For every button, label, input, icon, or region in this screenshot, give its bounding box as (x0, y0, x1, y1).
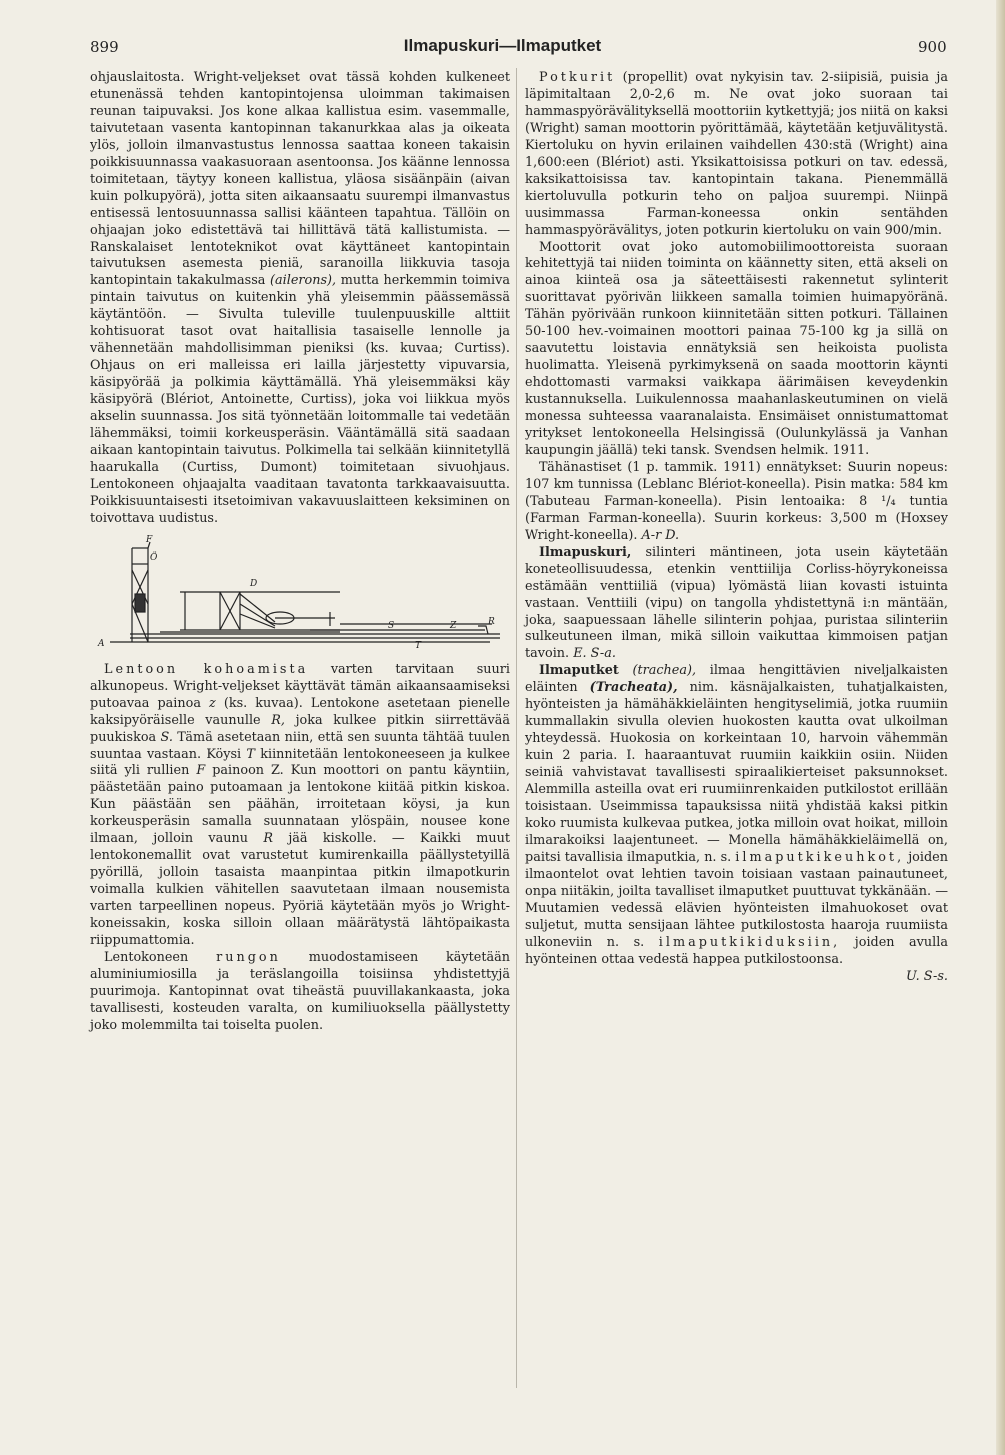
launch-apparatus-figure (90, 534, 510, 654)
page-number-right: 900 (918, 38, 947, 56)
page-header (0, 38, 1005, 62)
figure-label-f: F (146, 534, 153, 545)
page-edge (996, 0, 1005, 1455)
left-column (90, 70, 510, 1035)
page-title: Ilmapuskuri—Ilmaputket (403, 36, 602, 55)
paragraph-steering: ohjauslaitosta. Wright-veljekset ovat tässä kohden kulkeneet etunenässä tehden kantopintojensa uloimman takimaisen reunan taipuvaksi. Jos kone alkaa kallistua esim. vasemmalle, taivutetaan vasenta kantopinnan takanurkkaa alas ja oikeata ylös, jolloin ilmanvastustus lennossa saattaa koneen takaisin poikkisuunnassa vaakasuoraan asentoonsa. Jos käänne lennossa toimitetaan, täytyy koneen kallistua, yläosa sisäänpäin (aivan kuin polkupyörä), jotta siten aikaansaatu suurempi ilmanvastus entisessä lentosuunnassa sallisi käänteen tapahtua. Tällöin on ohjaajan joko edistettävä tai hillittävä tätä kallistumista. — Ranskalaiset lentoteknikot ovat käyttäneet kantopintain taivutuksen asemesta pieniä, saranoilla liikkuvia tasoja kantopintain takakulmassa (ailerons), mutta herkemmin toimiva pintain taivutus on kuitenkin yhä yleisemmin päässemässä käytäntöön. — Sivulta tuleville tuulenpuuskille alttiit kohtisuorat tasot ovat haitallisia tasaiselle lennolle ja vähennetään mahdollisimman pieniksi (ks. kuvaa; Curtiss). Ohjaus on eri malleissa eri lailla järjestetty vipuvarsia, käsipyörää ja polkimia käyttämällä. Yhä yleisemmäksi käy käsipyörä (Blériot, Antoinette, Curtiss), joka voi liikkua myös akselin suunnassa. Jos sitä työnnetään loitommalle tai vedetään lähemmäksi, toimii korkeusperäsin. Vääntämällä sitä saadaan aikaan kantopintain taivutus. Polkimella tai selkään kiinnitetyllä haarukalla (Curtiss, Dumont) toimitetaan sivuohjaus. Lentokoneen ohjaajalta vaaditaan tavatonta tarkkaavaisuutta. Poikkisuuntaisesti itsetoimivan vakavuuslaitteen keksiminen on toivottava uudistus. (90, 70, 510, 526)
paragraph-ilmapuskuri: Ilmapuskuri, silinteri mäntineen, jota usein käytetään koneteollisuudessa, etenkin venttiilija Corliss-höyrykoneissa estämään venttiiliä (vipua) lyömästä liian kovasti istuinta vastaan. Venttiili (vipu) on tangolla yhdistettynä i:n mäntään, joka, saapuessaan lähelle silinterin pohjaa, puristaa silinteriin sulkeutuneen ilman, mikä silloin vaikuttaa kimmoisen patjan tavoin. E. S-a. (525, 544, 948, 662)
paragraph-ilmaputket: Ilmaputket (trachea), ilmaa hengittävien niveljalkaisten eläinten (Tracheata), nim. käsnäjalkaisten, tuhatjalkaisten, hyönteisten ja hämähäkkieläinten hengityselimiä, jotka ruumiin kummallakin sivulla olevien huokosten kautta ovat ulkoilman yhteydessä. Huokosia on korkeintaan 10, harvoin vähemmän kuin 2 paria. I. haaraantuvat ruumiin kaikkiin osiin. Niiden seiniä vahvistavat tavallisesti spiraalikierteiset paksunnokset. Alemmilla asteilla ovat eri ruumiinrenkaiden putkilostot erillään toisistaan. Useimmissa tapauksissa niitä yhdistää kaksi pitkin koko ruumista kulkevaa putkea, jotka milloin ovat hoikat, milloin ilmarakoiksi laajentuneet. — Monella hämähäkkieläimellä on, paitsi tavallisia ilmaputkia, n. s. ilmaputkikeuhkot, joiden ilmaontelot ovat lehtien tavoin toisiaan vastaan painautuneet, onpa niitäkin, joilta tavalliset ilmaputket puuttuvat tykkänään. — Muutamien vedessä elävien hyönteisten ilmahuokoset ovat suljetut, mutta sensijaan lähtee putkilostosta haaroja ruumiista ulkoneviin n. s. ilmaputkikiduksiin, joiden avulla hyönteinen ottaa vedestä happea putkilostoonsa. (525, 663, 949, 967)
paragraph-takeoff: Lentoon kohoamista varten tarvitaan suuri alkunopeus. Wright-veljekset käyttävät tämän aikaansaamiseksi putoavaa painoa z (ks. kuvaa). Lentokone asetetaan pienelle kaksipyöräiselle vaunulle R, joka kulkee pitkin siirrettävää puukiskoa S. Tämä asetetaan niin, että sen suunta tähtää tuulen suuntaa vastaan. Köysi T kiinnitetään lentokoneeseen ja kulkee siitä yli rullien F painoon Z. Kun moottori on pantu käyntiin, päästetään paino putoamaan ja lentokone kiitää pitkin kiskoa. Kun päästään sen päähän, irroitetaan köysi, ja kun korkeusperäsin samalla suunnataan ylöspäin, nousee kone ilmaan, jolloin vaunu R jää kiskolle. — Kaikki muut lentokonemallit ovat varustetut kumirenkailla päällystetyillä pyörillä, jolloin tasaista maanpintaa pitkin ilmapotkurin voimalla kulkien vähitellen saavutetaan ilmaan nousemista varten tarpeellinen nopeus. Pyöriä käytetään myös jo Wright-koneissakin, koska silloin ollaan määrätystä lähtöpaikasta riippumattomia. (90, 661, 511, 948)
signature-ar-d: A-r D. (641, 527, 680, 543)
figure-label-a: A (98, 638, 105, 649)
paragraph-propellers: Potkurit (propellit) ovat nykyisin tav. 2-siipisiä, puisia ja läpimitaltaan 2,0-2,6 m. Ne ovat joko suoraan tai hammaspyörävälityksellä moottoriin kytkettyjä; jos niitä on kaksi (Wright) saman moottorin pyörittämää, käytetään ketjuvälitystä. Kiertoluku on hyvin erilainen vaihdellen 430:stä (Wright) aina 1,600:een (Blériot) asti. Yksikattoisissa potkuri on tav. edessä, kaksikattoisissa tav. kantopintain takana. Pienemmällä kiertoluvulla potkurin teho on paljoa suurempi. Niinpä uusimmassa Farman-koneessa onkin sentähden hammaspyörävälitys, joten potkurin kiertoluku on vain 900/min. (525, 70, 948, 238)
figure-label-o: Ö (150, 552, 158, 563)
figure-label-s: S (388, 620, 395, 631)
signature-us-s: U. S-s. (906, 968, 948, 984)
figure-label-r: R (488, 616, 495, 627)
paragraph-records: Tähänastiset (1 p. tammik. 1911) ennätykset: Suurin nopeus: 107 km tunnissa (Leblanc Blériot-koneella). Pisin matka: 584 km (Tabuteau Farman-koneella). Pisin lentoaika: 8 ¹/₄ tuntia (Farman Farman-koneella). Suurin korkeus: 3,500 m (Hoxsey Wright-koneella). A-r D. (525, 459, 948, 543)
figure-label-t: T (415, 640, 422, 651)
figure-label-z: Z (450, 620, 457, 631)
paragraph-body-construction: Lentokoneen rungon muodostamiseen käytetään aluminiumiosilla ja teräslangoilla toisiinsa yhdistettyjä puurimoja. Kantopinnat ovat tiheästä puuvillakankaasta, joka tavallisesti, kosteuden varalta, on kumiliuoksella päällystetty joko molemmilta tai toiselta puolen. (90, 949, 510, 1033)
right-column (525, 70, 948, 985)
figure-label-d: D (250, 578, 258, 589)
column-divider (516, 68, 517, 1388)
page-number-left: 899 (90, 38, 119, 56)
signature-es-a: E. S-a. (573, 646, 616, 662)
paragraph-engines: Moottorit ovat joko automobiilimoottoreista suoraan kehitettyjä tai niiden toiminta on käännetty siten, että akseli on ainoa kiinteä osa ja säteettäisesti rakennetut sylinterit suorittavat pyörivän liikkeen samalla toimien huimapyöränä. Tähän pyörivään runkoon kiinnitetään sitten potkuri. Tällainen 50-100 hev.-voimainen moottori painaa 75-100 kg ja sillä on saavutettu loistavia ennätyksiä sen heikoista puolista huolimatta. Yleisenä pyrkimyksenä on saada moottorin käynti ehdottomasti varmaksi vaikkapa äärimäisen keveydenkin kustannuksella. Luikulennossa maahanlaskeutuminen on vielä monessa suhteessa vaaranalaista. Ensimäiset onnistumattomat yritykset lentokoneella Helsingissä (Oulunkylässä ja Vanhan kaupungin jäällä) teki tansk. Svendsen helmik. 1911. (525, 239, 948, 458)
